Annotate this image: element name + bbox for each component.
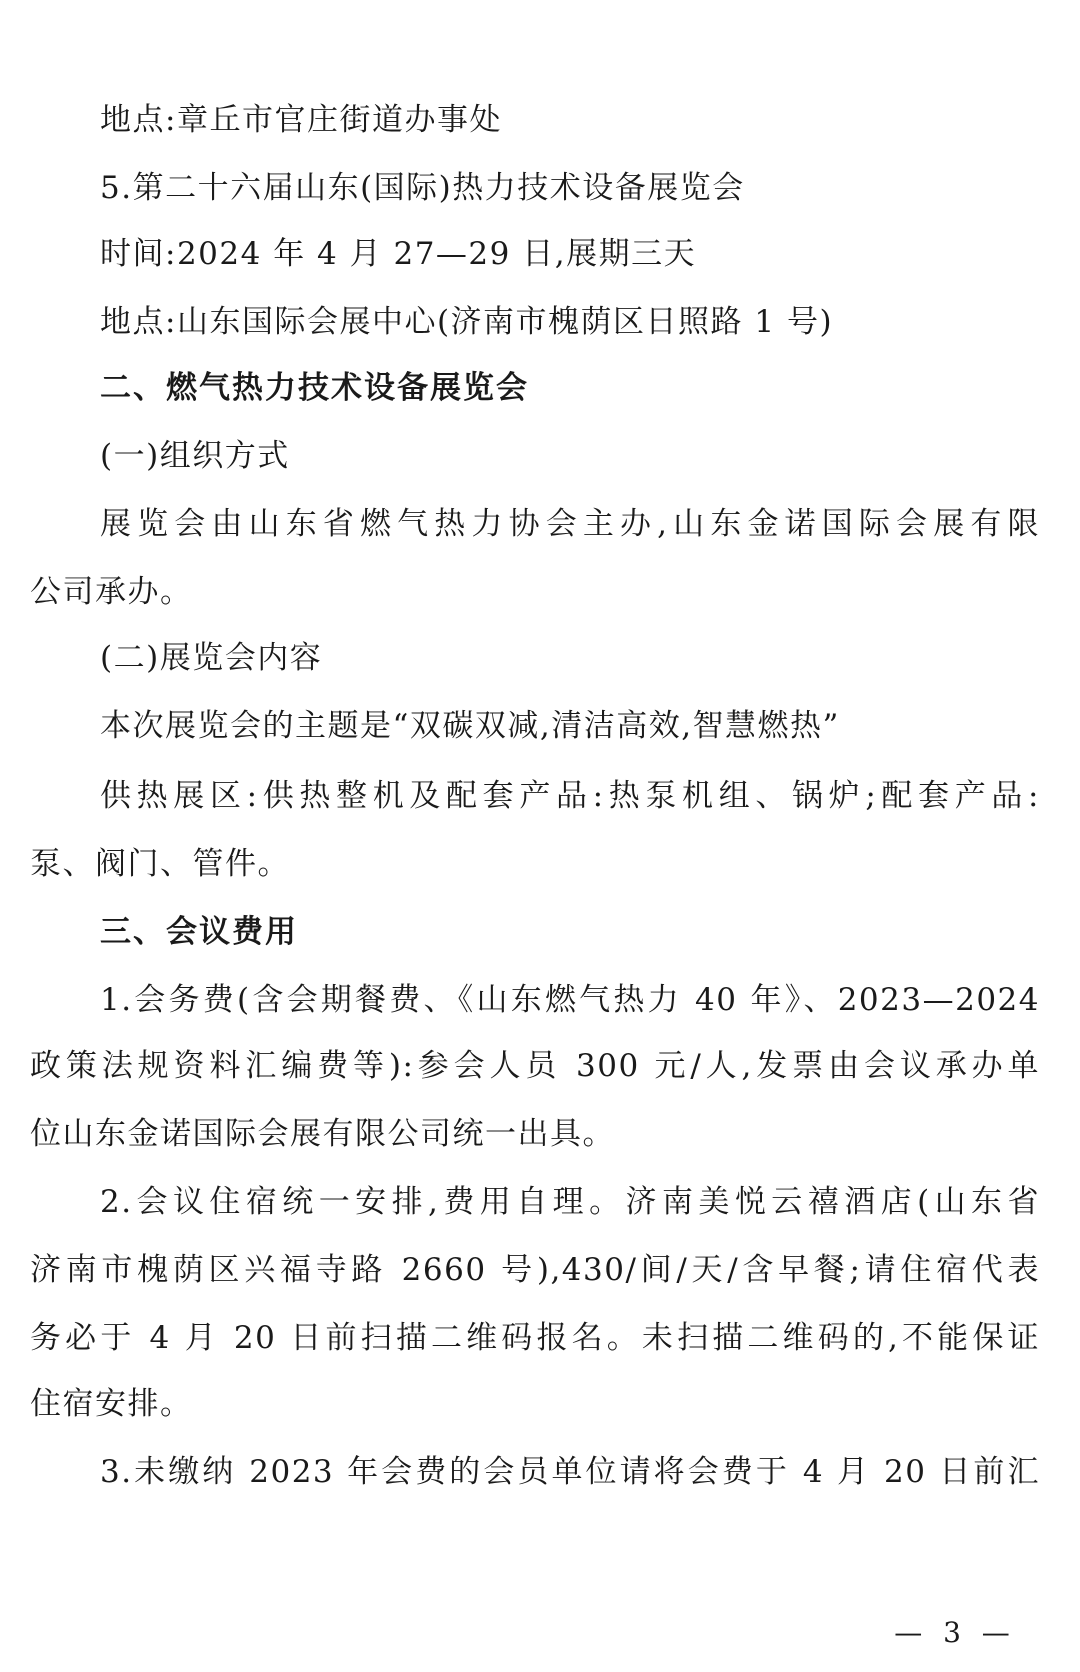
fee-item-2-line-1: 2.会议住宿统一安排,费用自理。济南美悦云禧酒店(山东省 — [100, 1184, 1040, 1220]
organization-paragraph-line-1: 展览会由山东省燃气热力协会主办,山东金诺国际会展有限 — [100, 506, 1040, 542]
subsection-heading-2: (二)展览会内容 — [100, 640, 323, 676]
fee-item-2-line-3: 务必于 4 月 20 日前扫描二维码报名。未扫描二维码的,不能保证 — [30, 1320, 1040, 1356]
page-number: — 3 — — [894, 1616, 1016, 1649]
section-heading-3: 三、会议费用 — [100, 914, 298, 950]
exhibition-item-5-title: 5.第二十六届山东(国际)热力技术设备展览会 — [100, 170, 745, 206]
fee-item-2-line-2: 济南市槐荫区兴福寺路 2660 号),430/间/天/含早餐;请住宿代表 — [30, 1252, 1040, 1288]
exhibition-venue: 地点:山东国际会展中心(济南市槐荫区日照路 1 号) — [100, 304, 834, 340]
organization-paragraph-line-2: 公司承办。 — [30, 574, 193, 610]
venue-line-1: 地点:章丘市官庄街道办事处 — [100, 102, 502, 138]
fee-item-1-line-1: 1.会务费(含会期餐费、《山东燃气热力 40 年》、2023—2024 — [100, 982, 1040, 1018]
heating-zone-line-2: 泵、阀门、管件。 — [30, 846, 290, 882]
fee-item-3-line-1: 3.未缴纳 2023 年会费的会员单位请将会费于 4 月 20 日前汇 — [100, 1454, 1040, 1490]
heating-zone-line-1: 供热展区:供热整机及配套产品:热泵机组、锅炉;配套产品: — [100, 778, 1040, 814]
subsection-heading-1: (一)组织方式 — [100, 438, 290, 474]
fee-item-1-line-2: 政策法规资料汇编费等):参会人员 300 元/人,发票由会议承办单 — [30, 1048, 1040, 1084]
theme-line: 本次展览会的主题是“双碳双减,清洁高效,智慧燃热” — [100, 708, 840, 744]
fee-item-2-line-4: 住宿安排。 — [30, 1386, 193, 1422]
section-heading-2: 二、燃气热力技术设备展览会 — [100, 370, 529, 406]
exhibition-time: 时间:2024 年 4 月 27—29 日,展期三天 — [100, 236, 697, 272]
fee-item-1-line-3: 位山东金诺国际会展有限公司统一出具。 — [30, 1116, 615, 1152]
